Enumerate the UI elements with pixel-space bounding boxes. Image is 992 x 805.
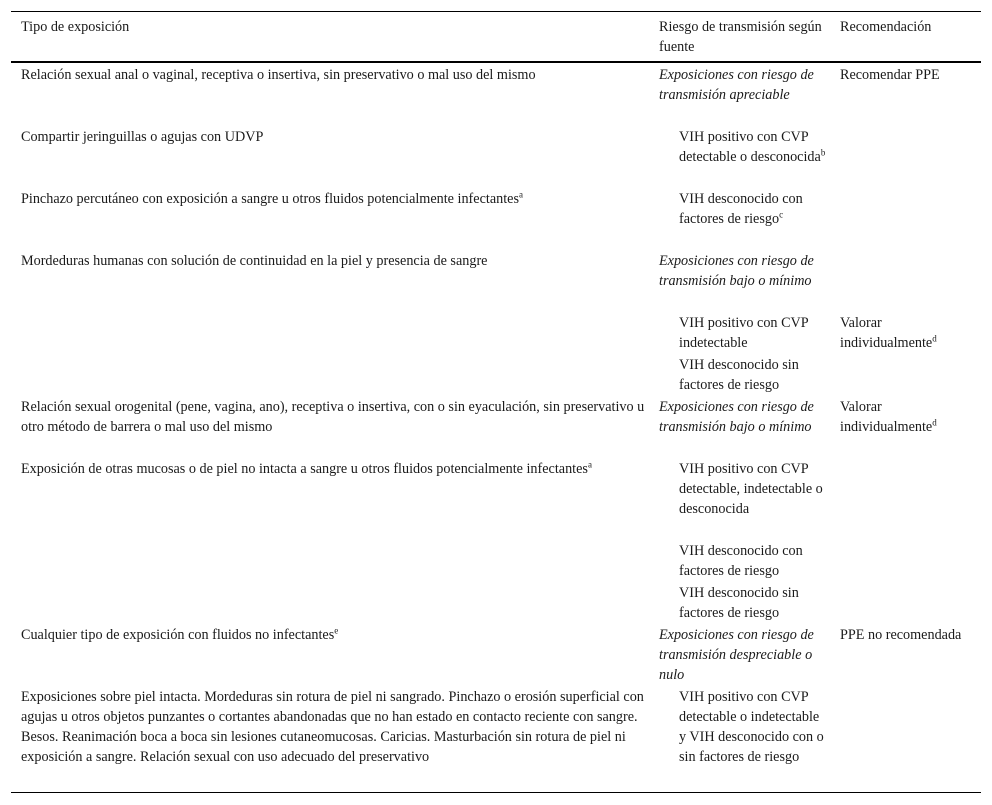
exposure-cell: Cualquier tipo de exposición con fluidos no infectantes$^e$ bbox=[21, 625, 339, 643]
exposure-cell: Pinchazo percutáneo con exposición a sangre u otros fluidos potencialmente infectantes$^a$ bbox=[21, 189, 523, 207]
recommendation-cell: PPE no recomendada bbox=[840, 627, 962, 643]
header-rule bbox=[11, 61, 981, 63]
recommendation-cell: Valorar individualmente$^d$ bbox=[840, 399, 937, 435]
risk-source: VIH desconocido sin factores de riesgo bbox=[679, 357, 799, 393]
risk-source: VIH positivo con CVP indetectable bbox=[679, 315, 809, 351]
risk-category: Exposiciones con riesgo de transmisión bajo o mínimo bbox=[659, 399, 814, 435]
risk-source: VIH positivo con CVP detectable o indetectable y VIH desconocido con o sin factores de riesgo bbox=[679, 689, 824, 765]
risk-source: VIH desconocido con factores de riesgo$^c$ bbox=[679, 191, 803, 227]
exposure-cell: Exposiciones sobre piel intacta. Mordeduras sin rotura de piel ni sangrado. Pinchazo o erosión superficial con agujas u otros objetos punzantes o cortantes abandonadas que no han estado en contacto reciente con sangre. Besos. Reanimación boca a boca sin lesiones cutaneomucosas. Caricias. Masturbación sin rotura de piel ni exposición a sangre. Relación sexual con uso adecuado del preservativo bbox=[21, 689, 644, 765]
top-rule bbox=[11, 11, 981, 12]
exposure-cell: Mordeduras humanas con solución de continuidad en la piel y presencia de sangre bbox=[21, 253, 488, 269]
header-tipo-exposicion: Tipo de exposición bbox=[21, 19, 130, 35]
risk-source: VIH positivo con CVP detectable, indetectable o desconocida bbox=[679, 461, 823, 517]
recommendation-cell: Recomendar PPE bbox=[840, 67, 940, 83]
exposure-cell: Relación sexual orogenital (pene, vagina, ano), receptiva o insertiva, con o sin eyaculación, sin preservativo u otro método de barrera o mal uso del mismo bbox=[21, 399, 645, 435]
bottom-rule bbox=[11, 792, 981, 793]
header-recomendacion: Recomendación bbox=[840, 19, 932, 35]
header-riesgo-transmision: Riesgo de transmisión según fuente bbox=[659, 19, 822, 55]
risk-source: VIH positivo con CVP detectable o desconocida$^b$ bbox=[679, 129, 826, 165]
risk-category: Exposiciones con riesgo de transmisión bajo o mínimo bbox=[659, 253, 814, 289]
exposure-cell: Relación sexual anal o vaginal, receptiva o insertiva, sin preservativo o mal uso del mismo bbox=[21, 67, 536, 83]
risk-category: Exposiciones con riesgo de transmisión apreciable bbox=[659, 67, 814, 103]
recommendation-cell: Valorar individualmente$^d$ bbox=[840, 315, 937, 351]
exposure-cell: Compartir jeringuillas o agujas con UDVP bbox=[21, 129, 264, 145]
exposure-cell: Exposición de otras mucosas o de piel no intacta a sangre u otros fluidos potencialmente infectantes$^a$ bbox=[21, 459, 592, 477]
risk-source: VIH desconocido con factores de riesgo bbox=[679, 543, 803, 579]
risk-source: VIH desconocido sin factores de riesgo bbox=[679, 585, 799, 621]
risk-category: Exposiciones con riesgo de transmisión despreciable o nulo bbox=[659, 627, 814, 683]
